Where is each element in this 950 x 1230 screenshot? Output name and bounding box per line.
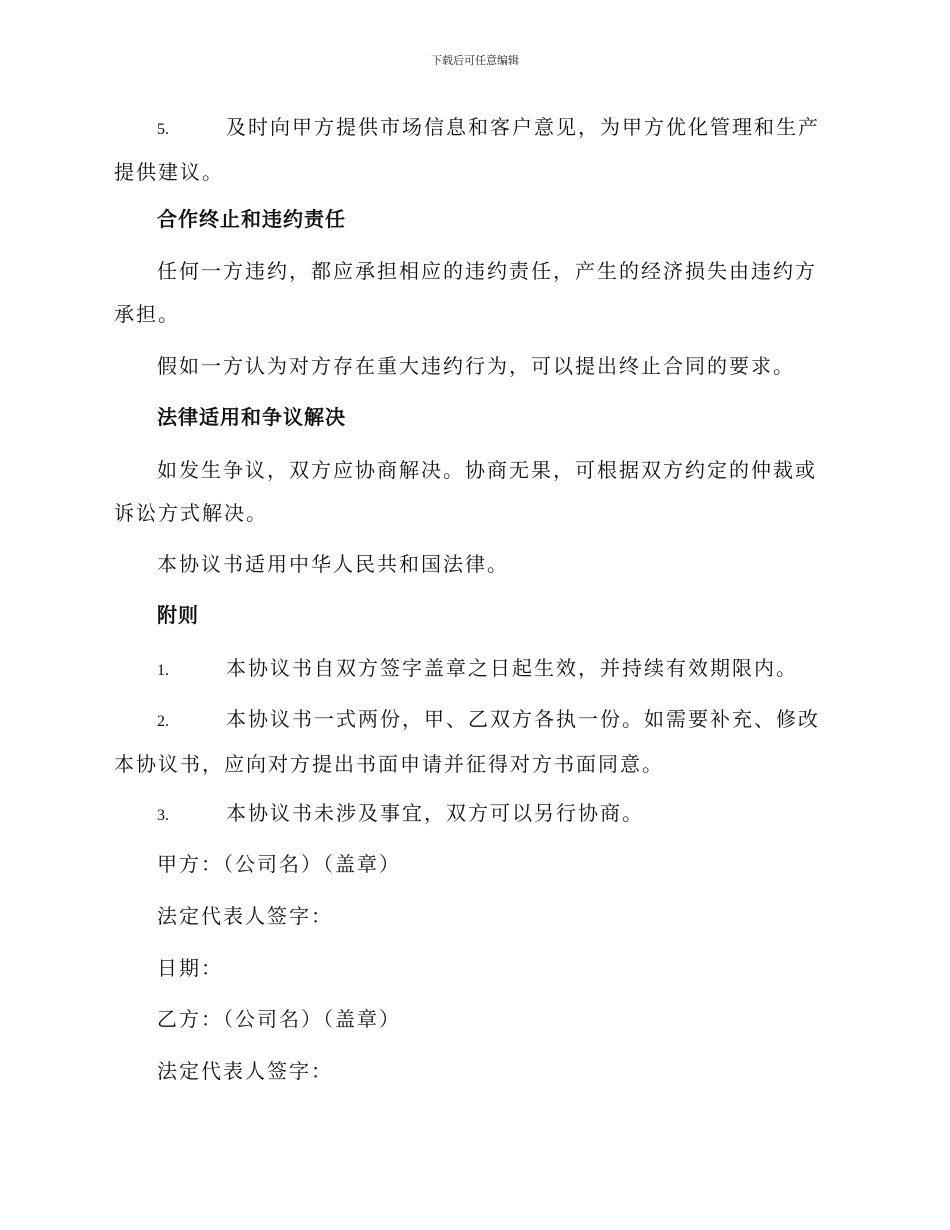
annex-text: 本协议书自双方签字盖章之日起生效，并持续有效期限内。: [226, 656, 798, 680]
annex-number: 1.: [157, 662, 169, 679]
paragraph-breach: 任何一方违约，都应承担相应的违约责任，产生的经济损失由违约方承担。: [114, 259, 817, 326]
annex-text: 本协议书未涉及事宜，双方可以另行协商。: [226, 801, 644, 825]
section-heading-termination: 合作终止和违约责任: [157, 207, 346, 231]
signature-date: 日期：: [157, 956, 223, 980]
section-heading-annex: 附则: [157, 603, 199, 627]
page-header: 下载后可任意编辑: [431, 54, 519, 67]
clause-item-5: [114, 106, 834, 194]
annex-item-1: [114, 647, 834, 692]
section-heading-law: 法律适用和争议解决: [157, 405, 346, 429]
signature-party-b: 乙方：（公司名）（盖章）: [157, 1007, 401, 1031]
paragraph-law: 本协议书适用中华人民共和国法律。: [157, 552, 509, 576]
signature-party-a: 甲方：（公司名）（盖章）: [157, 852, 401, 876]
annex-item-2: [114, 698, 834, 786]
paragraph-terminate: 假如一方认为对方存在重大违约行为，可以提出终止合同的要求。: [157, 354, 795, 378]
annex-number: 2.: [157, 713, 169, 730]
annex-text: 本协议书一式两份，甲、乙双方各执一份。如需要补充、修改本协议书，应向对方提出书面申请并征得对方书面同意。: [114, 707, 820, 776]
signature-party-a-representative: 法定代表人签字：: [157, 904, 333, 928]
paragraph-dispute: 如发生争议，双方应协商解决。协商无果，可根据双方约定的仲裁或诉讼方式解决。: [114, 458, 817, 525]
signature-party-b-representative: 法定代表人签字：: [157, 1059, 333, 1083]
clause-number: 5.: [157, 121, 169, 138]
annex-item-3: [114, 792, 834, 837]
clause-text: 及时向甲方提供市场信息和客户意见，为甲方优化管理和生产提供建议。: [114, 115, 820, 184]
annex-number: 3.: [157, 807, 169, 824]
